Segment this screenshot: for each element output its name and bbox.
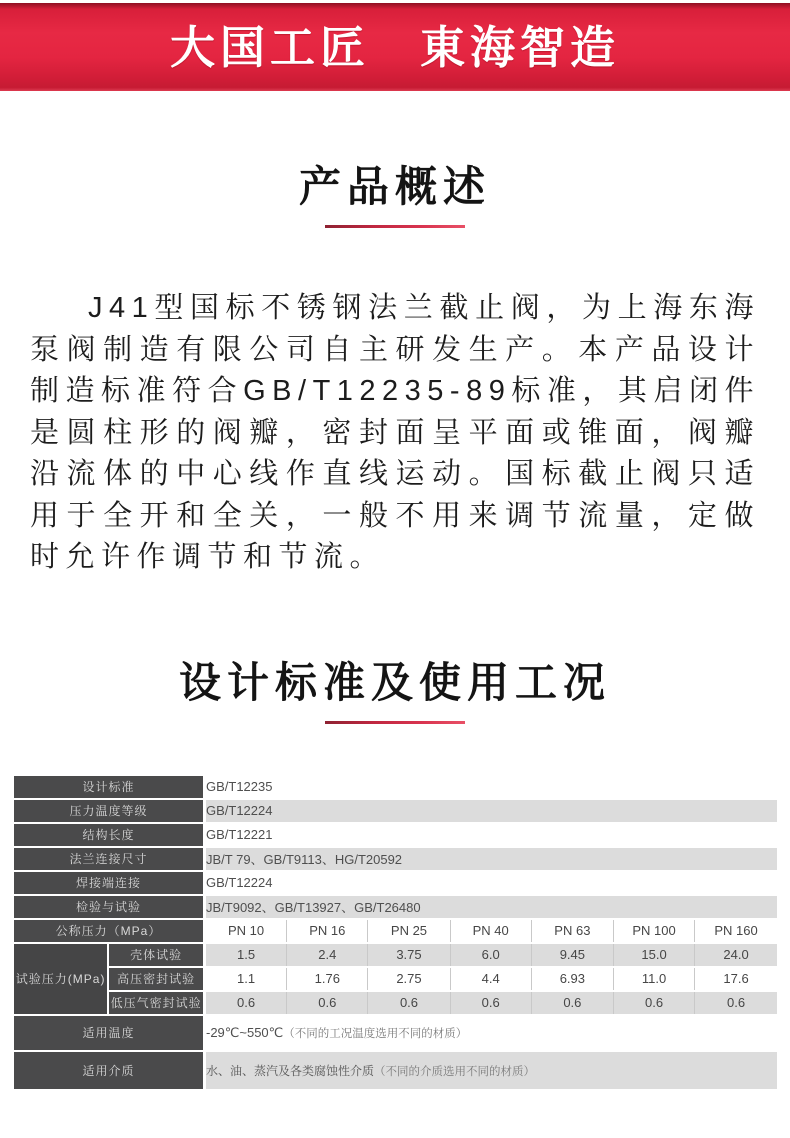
cell-value: 6.93	[531, 967, 613, 991]
banner-title: 大国工匠 東海智造	[169, 21, 620, 73]
title-underline	[325, 225, 465, 228]
cell-value: 17.6	[695, 967, 777, 991]
overview-paragraph: J41型国标不锈钢法兰截止阀，为上海东海泵阀制造有限公司自主研发生产。本产品设计制造标准符合GB/T12235-89标准，其启闭件是圆柱形的阀瓣，密封面呈平面或锥面，阀瓣沿流体的中心线作直线运动。国标截止阀只适用于全开和全关，一般不用来调节流量，定做时允许作调节和节流。	[30, 292, 760, 573]
test-pressure-row	[14, 967, 777, 991]
cell-value: 0.6	[450, 991, 531, 1015]
value-note: （不同的工况温度选用不同的材质）	[283, 1027, 468, 1040]
row-value	[204, 1051, 777, 1089]
cell-value: 0.6	[695, 991, 777, 1015]
cell-value: 0.6	[368, 991, 450, 1015]
standards-section-header	[0, 659, 790, 724]
cell-value: 6.0	[450, 943, 531, 967]
title-underline	[325, 721, 465, 724]
pn-col-header: PN 25	[368, 919, 450, 943]
row-value: GB/T12235	[204, 775, 777, 799]
row-label: 设计标准	[14, 775, 204, 799]
table-row	[14, 775, 777, 799]
row-label: 低压气密封试验	[108, 991, 204, 1015]
table-row	[14, 871, 777, 895]
row-label: 壳体试验	[108, 943, 204, 967]
pn-col-header: PN 100	[613, 919, 694, 943]
row-value: GB/T12224	[204, 799, 777, 823]
overview-section	[0, 163, 790, 579]
row-label: 公称压力（MPa）	[14, 919, 204, 943]
row-value	[204, 1015, 777, 1051]
row-label: 法兰连接尺寸	[14, 847, 204, 871]
value-note: （不同的介质选用不同的材质）	[374, 1065, 535, 1078]
pn-col-header: PN 40	[450, 919, 531, 943]
cell-value: 15.0	[613, 943, 694, 967]
table-row	[14, 823, 777, 847]
cell-value: 1.1	[204, 967, 286, 991]
cell-value: 4.4	[450, 967, 531, 991]
cell-value: 3.75	[368, 943, 450, 967]
row-label: 检验与试验	[14, 895, 204, 919]
cell-value: 0.6	[531, 991, 613, 1015]
test-pressure-row	[14, 943, 777, 967]
cell-value: 24.0	[695, 943, 777, 967]
cell-value: 2.4	[287, 943, 368, 967]
test-pressure-group-label: 试验压力(MPa)	[14, 943, 108, 1015]
cell-value: 0.6	[204, 991, 286, 1015]
row-label: 适用温度	[14, 1015, 204, 1051]
row-label: 结构长度	[14, 823, 204, 847]
overview-section-header	[0, 163, 790, 228]
row-label: 适用介质	[14, 1051, 204, 1089]
standards-title: 设计标准及使用工况	[178, 658, 611, 706]
table-row	[14, 1015, 777, 1051]
pn-col-header: PN 160	[695, 919, 777, 943]
table-row	[14, 799, 777, 823]
cell-value: 0.6	[613, 991, 694, 1015]
row-value: GB/T12224	[204, 871, 777, 895]
spec-table	[14, 774, 777, 1089]
pressure-header-row	[14, 919, 777, 943]
cell-value: 1.76	[287, 967, 368, 991]
standards-section	[0, 659, 790, 1089]
row-value: JB/T9092、GB/T13927、GB/T26480	[204, 895, 777, 919]
value-main: -29℃~550℃	[205, 1024, 284, 1040]
row-label: 焊接端连接	[14, 871, 204, 895]
row-value: GB/T12221	[204, 823, 777, 847]
cell-value: 2.75	[368, 967, 450, 991]
row-value: JB/T 79、GB/T9113、HG/T20592	[204, 847, 777, 871]
table-row	[14, 847, 777, 871]
pn-col-header: PN 16	[287, 919, 368, 943]
cell-value: 0.6	[287, 991, 368, 1015]
test-pressure-row	[14, 991, 777, 1015]
pn-col-header: PN 63	[531, 919, 613, 943]
row-label: 压力温度等级	[14, 799, 204, 823]
pn-col-header: PN 10	[204, 919, 286, 943]
table-row	[14, 895, 777, 919]
brand-banner	[0, 3, 790, 91]
value-main: 水、油、蒸汽及各类腐蚀性介质	[205, 1063, 374, 1078]
cell-value: 9.45	[531, 943, 613, 967]
cell-value: 1.5	[204, 943, 286, 967]
overview-title: 产品概述	[298, 163, 491, 210]
spec-table-wrap	[14, 774, 790, 1089]
row-label: 高压密封试验	[108, 967, 204, 991]
cell-value: 11.0	[613, 967, 694, 991]
table-row	[14, 1051, 777, 1089]
